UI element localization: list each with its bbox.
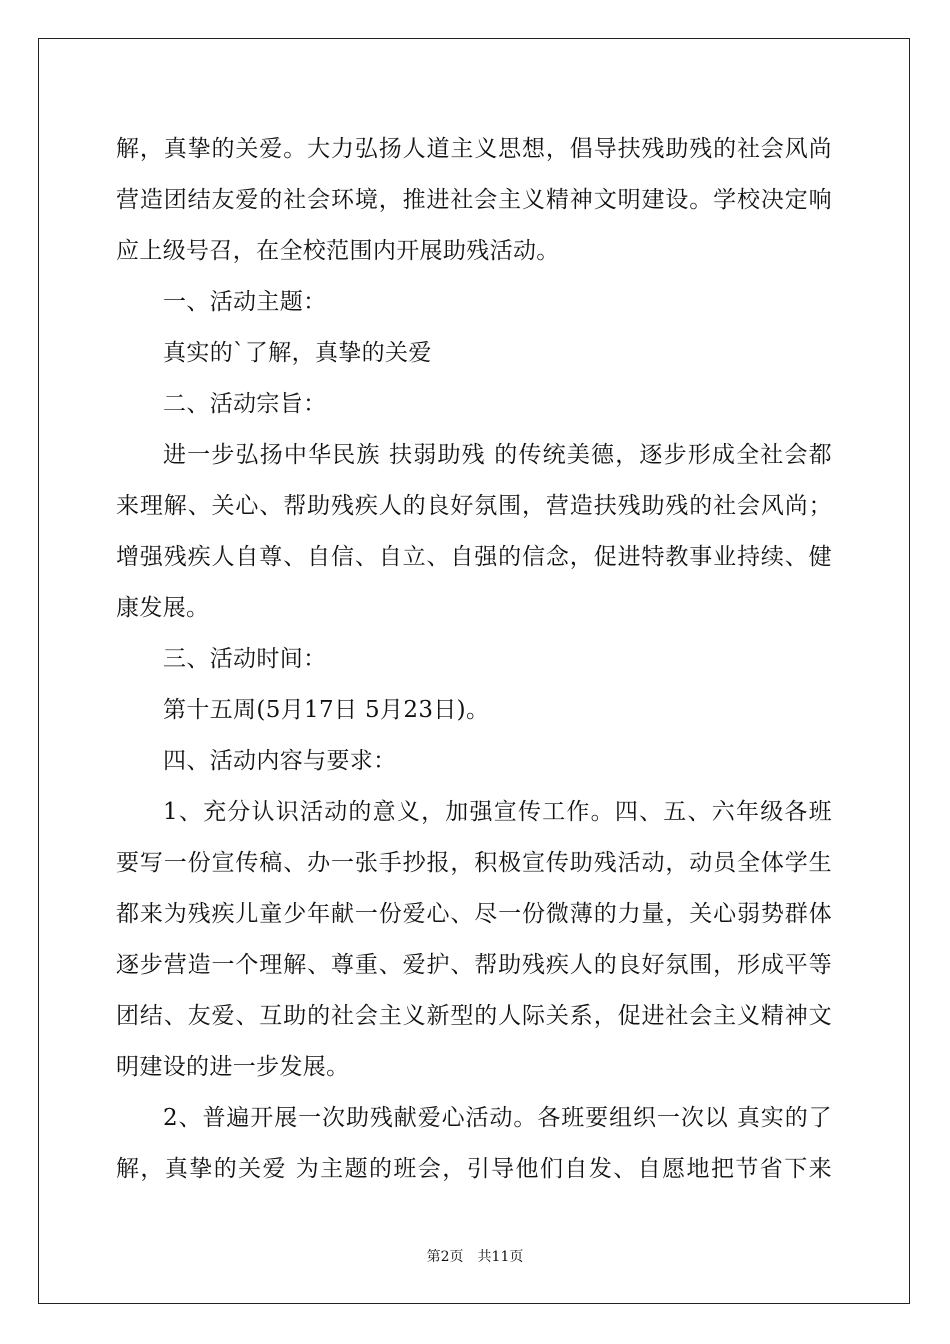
- paragraph-line: 1、充分认识活动的意义，加强宣传工作。四、五、六年级各班: [163, 799, 832, 825]
- paragraph-line: 第十五周(5月17日 5月23日)。: [163, 697, 490, 723]
- paragraph-line: 要写一份宣传稿、办一张手抄报，积极宣传助残活动，动员全体学生: [116, 850, 832, 876]
- paragraph-line: 明建设的进一步发展。: [116, 1054, 350, 1080]
- paragraph-line: 解，真挚的关爱。大力弘扬人道主义思想，倡导扶残助残的社会风尚: [116, 136, 832, 162]
- paragraph-line: 增强残疾人自尊、自信、自立、自强的信念，促进特教事业持续、健: [116, 544, 832, 570]
- paragraph-line: 团结、友爱、互助的社会主义新型的人际关系，促进社会主义精神文: [116, 1003, 832, 1029]
- paragraph-line: 营造团结友爱的社会环境，推进社会主义精神文明建设。学校决定响: [116, 187, 832, 213]
- paragraph-line: 进一步弘扬中华民族 扶弱助残 的传统美德，逐步形成全社会都: [163, 442, 832, 468]
- paragraph-line: 2、普遍开展一次助残献爱心活动。各班要组织一次以 真实的了: [163, 1105, 832, 1131]
- section-heading-purpose: 二、活动宗旨：: [163, 391, 327, 417]
- paragraph-line: 都来为残疾儿童少年献一份爱心、尽一份微薄的力量，关心弱势群体: [116, 901, 832, 927]
- page-number-footer: 第2页 共11页: [426, 1249, 524, 1265]
- document-body: [116, 127, 832, 1198]
- paragraph-line: 解，真挚的关爱 为主题的班会，引导他们自发、自愿地把节省下来: [116, 1156, 832, 1182]
- paragraph-line: 来理解、关心、帮助残疾人的良好氛围，营造扶残助残的社会风尚；: [116, 493, 832, 519]
- paragraph-line: 真实的`了解，真挚的关爱: [163, 340, 432, 366]
- paragraph-line: 应上级号召，在全校范围内开展助残活动。: [116, 238, 560, 264]
- section-heading-theme: 一、活动主题：: [163, 289, 327, 315]
- paragraph-line: 逐步营造一个理解、尊重、爱护、帮助残疾人的良好氛围，形成平等: [116, 952, 832, 978]
- paragraph-line: 康发展。: [116, 595, 210, 621]
- section-heading-content: 四、活动内容与要求：: [163, 748, 397, 774]
- section-heading-time: 三、活动时间：: [163, 646, 327, 672]
